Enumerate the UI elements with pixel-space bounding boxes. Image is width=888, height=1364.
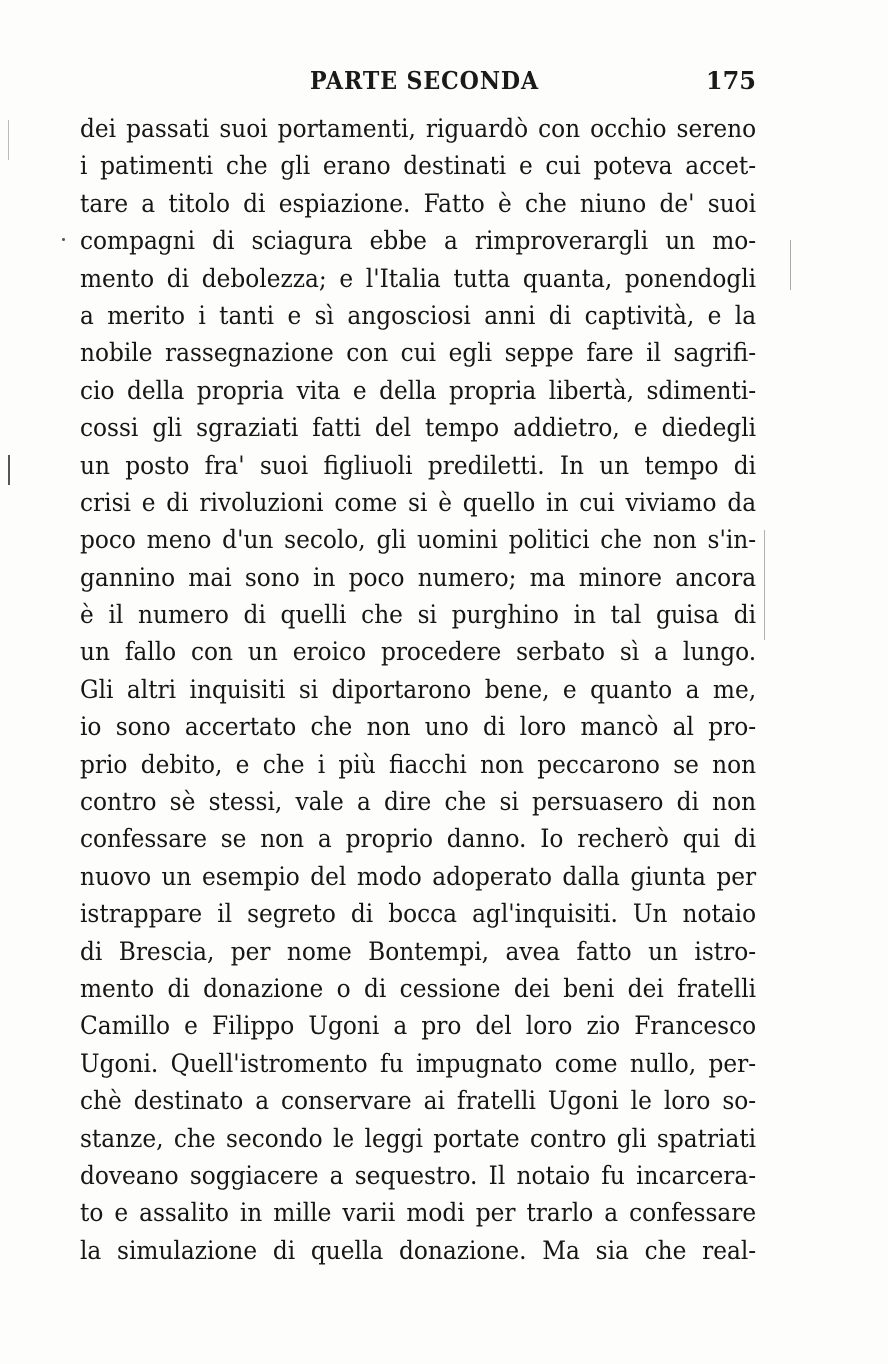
text-line: contro sè stessi, vale a dire che si persuasero di non (80, 787, 757, 817)
text-line: cossi gli sgraziati fatti del tempo addietro, e diedegli (80, 413, 757, 443)
text-line: gannino mai sono in poco numero; ma minore ancora (80, 562, 757, 592)
right-margin-mark (764, 530, 765, 640)
left-margin-mark (8, 120, 9, 160)
text-line: cio della propria vita e della propria libertà, sdimenti- (80, 375, 757, 405)
text-line: un posto fra' suoi figliuoli prediletti. In un tempo di (80, 450, 757, 480)
body-text (80, 110, 756, 1269)
text-line: confessare se non a proprio danno. Io recherò qui di (80, 824, 757, 854)
right-margin-mark (790, 240, 791, 290)
page-number: 175 (705, 66, 756, 95)
text-line: la simulazione di quella donazione. Ma sia che real- (80, 1235, 757, 1265)
text-line: crisi e di rivoluzioni come si è quello in cui viviamo da (80, 487, 757, 517)
text-line: Camillo e Filippo Ugoni a pro del loro zio Francesco (80, 1011, 757, 1041)
text-line: è il numero di quelli che si purghino in tal guisa di (80, 600, 757, 630)
text-line: Gli altri inquisiti si diportarono bene, e quanto a me, (80, 674, 757, 704)
text-line: chè destinato a conservare ai fratelli Ugoni le loro so- (80, 1086, 757, 1116)
page-header (80, 66, 756, 106)
text-line: Ugoni. Quell'istromento fu impugnato come nullo, per- (80, 1048, 757, 1078)
text-line: poco meno d'un secolo, gli uomini politici che non s'in- (80, 525, 757, 555)
text-line: stanze, che secondo le leggi portate contro gli spatriati (80, 1123, 757, 1153)
text-line: mento di donazione o di cessione dei beni dei fratelli (80, 973, 757, 1003)
text-line: doveano soggiacere a sequestro. Il notaio fu incarcera- (80, 1160, 757, 1190)
left-margin-mark (62, 238, 65, 241)
text-line: prio debito, e che i più fiacchi non peccarono se non (80, 749, 757, 779)
text-line: istrappare il segreto di bocca agl'inquisiti. Un notaio (80, 899, 757, 929)
text-line: compagni di sciagura ebbe a rimproverargli un mo- (80, 226, 757, 256)
left-margin-mark (8, 455, 10, 485)
text-line: mento di debolezza; e l'Italia tutta quanta, ponendogli (80, 263, 757, 293)
running-title: PARTE SECONDA (310, 66, 540, 95)
text-line: un fallo con un eroico procedere serbato sì a lungo. (80, 637, 757, 667)
text-line: nuovo un esempio del modo adoperato dalla giunta per (80, 861, 757, 891)
text-line: a merito i tanti e sì angosciosi anni di captività, e la (80, 300, 757, 330)
text-line: dei passati suoi portamenti, riguardò con occhio sereno (80, 114, 757, 143)
text-line: io sono accertato che non uno di loro mancò al pro- (80, 712, 757, 742)
text-line: tare a titolo di espiazione. Fatto è che niuno de' suoi (80, 188, 757, 218)
text-line: to e assalito in mille varii modi per trarlo a confessare (80, 1198, 757, 1228)
text-line: di Brescia, per nome Bontempi, avea fatto un istro- (80, 936, 757, 966)
text-line: nobile rassegnazione con cui egli seppe fare il sagrifi- (80, 338, 757, 368)
text-line: i patimenti che gli erano destinati e cui poteva accet- (80, 151, 757, 181)
